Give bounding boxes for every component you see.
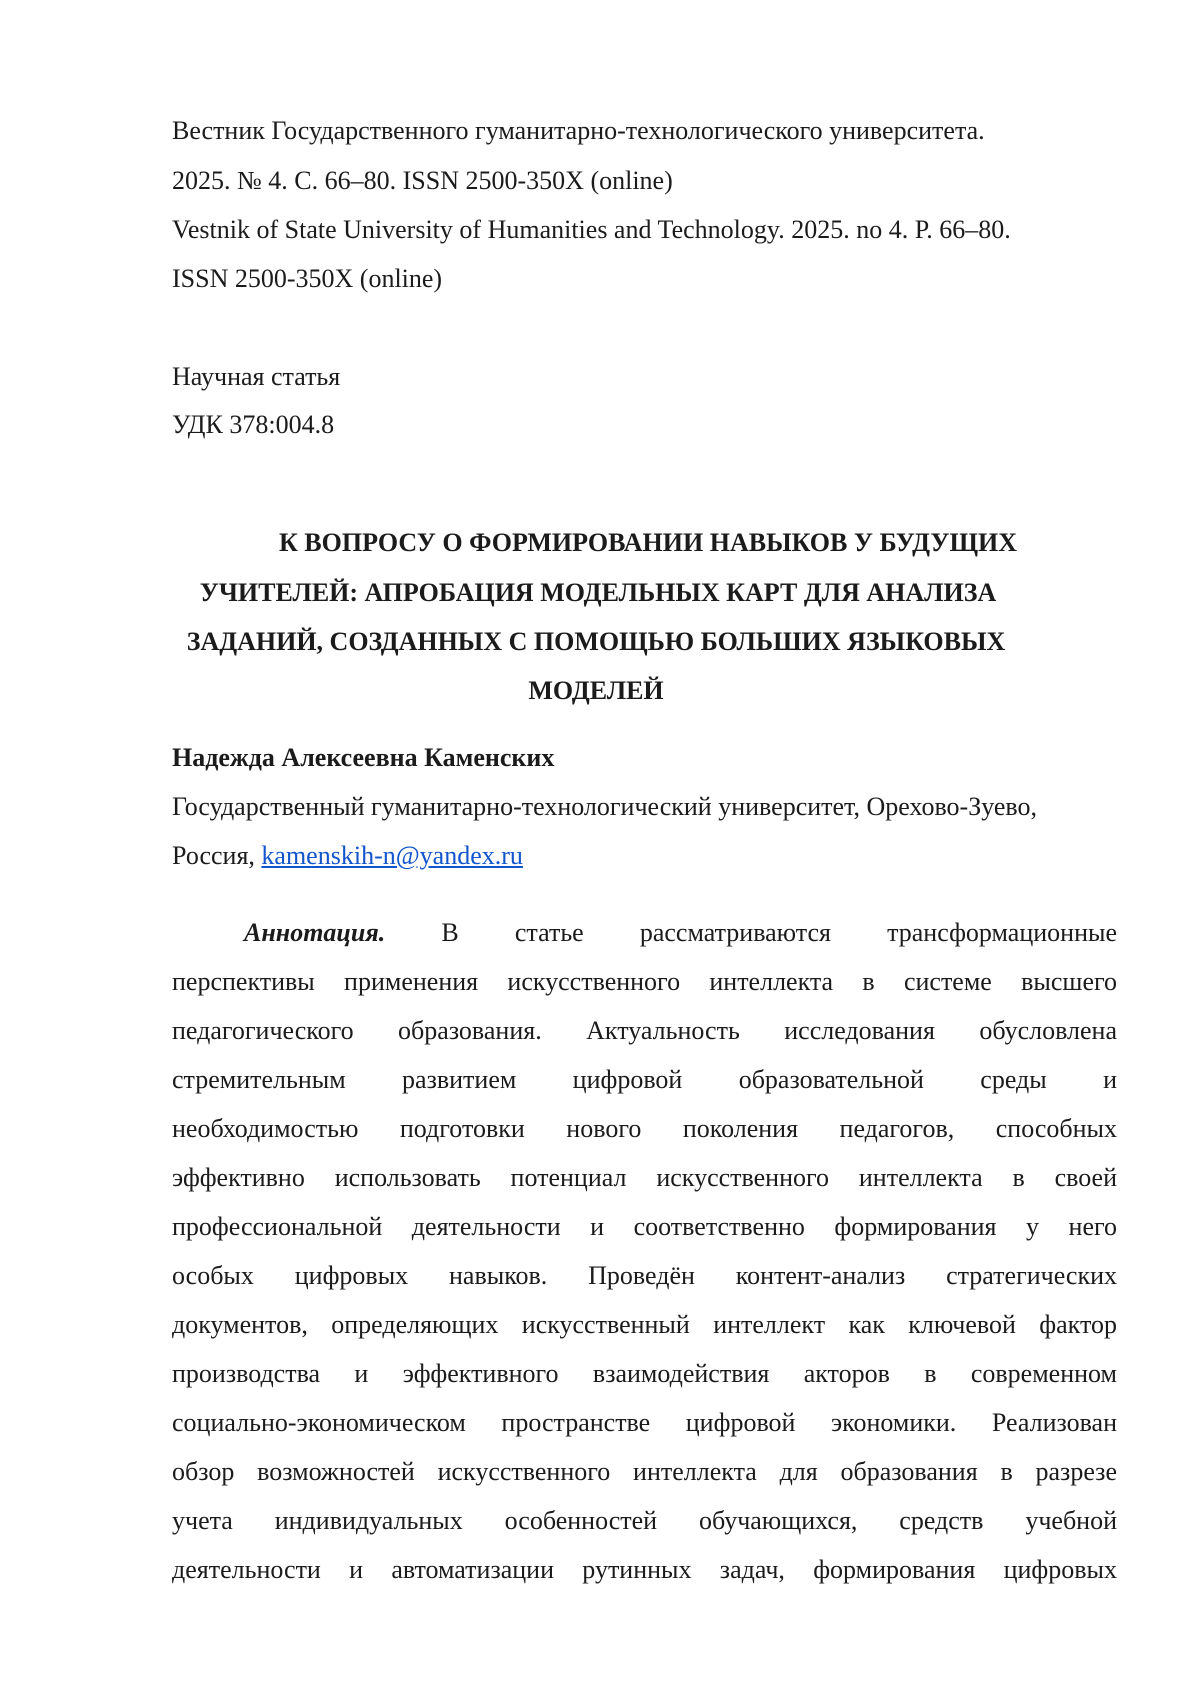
citation-en-line-1: Vestnik of State University of Humanities and Technology. 2025. no 4. P. 66–80. [172, 215, 1011, 244]
article-title-line-3: ЗАДАНИЙ, СОЗДАННЫХ С ПОМОЩЬЮ БОЛЬШИХ ЯЗЫКОВЫХ [186, 627, 1006, 656]
abstract-line-11: обзор возможностей искусственного интеллекта для образования в разрезе [172, 1457, 1117, 1486]
abstract-line-3: стремительным развитием цифровой образовательной среды и [172, 1065, 1117, 1094]
abstract-line-4: необходимостью подготовки нового поколения педагогов, способных [172, 1114, 1117, 1143]
abstract-line-10: социально-экономическом пространстве цифровой экономики. Реализован [172, 1408, 1117, 1437]
abstract-line-13: деятельности и автоматизации рутинных задач, формирования цифровых [172, 1555, 1117, 1584]
article-title-line-4: МОДЕЛЕЙ [528, 676, 664, 705]
abstract-line-0 [244, 918, 1117, 948]
abstract-line-1: перспективы применения искусственного интеллекта в системе высшего [172, 967, 1117, 996]
abstract-first-line-text: В статье рассматриваются трансформационные [385, 918, 1117, 947]
abstract-line-7: особых цифровых навыков. Проведён контент-анализ стратегических [172, 1261, 1117, 1290]
abstract-line-6: профессиональной деятельности и соответственно формирования у него [172, 1212, 1117, 1241]
citation-en-line-2: ISSN 2500-350X (online) [172, 264, 443, 293]
udc-code: УДК 378:004.8 [172, 410, 335, 439]
abstract-line-5: эффективно использовать потенциал искусственного интеллекта в своей [172, 1163, 1117, 1192]
article-type: Научная статья [172, 362, 341, 391]
abstract-line-2: педагогического образования. Актуальность исследования обусловлена [172, 1016, 1117, 1045]
abstract-label: Аннотация. [244, 918, 386, 947]
author-affiliation-line-2 [172, 841, 523, 871]
article-title-line-1: К ВОПРОСУ О ФОРМИРОВАНИИ НАВЫКОВ У БУДУЩИХ [278, 528, 1018, 557]
author-country: Россия, [172, 841, 262, 870]
author-affiliation-line-1: Государственный гуманитарно-технологический университет, Орехово-Зуево, [172, 792, 1038, 821]
abstract-line-12: учета индивидуальных особенностей обучающихся, средств учебной [172, 1506, 1117, 1535]
citation-ru-line-2: 2025. № 4. С. 66–80. ISSN 2500-350X (online) [172, 166, 673, 195]
author-email-link[interactable]: kamenskih-n@yandex.ru [261, 841, 523, 870]
citation-ru-line-1: Вестник Государственного гуманитарно-технологического университета. [172, 116, 985, 145]
abstract-line-8: документов, определяющих искусственный интеллект как ключевой фактор [172, 1310, 1117, 1339]
author-name: Надежда Алексеевна Каменских [172, 743, 555, 772]
article-title-line-2: УЧИТЕЛЕЙ: АПРОБАЦИЯ МОДЕЛЬНЫХ КАРТ ДЛЯ АНАЛИЗА [199, 578, 997, 607]
abstract-line-9: производства и эффективного взаимодействия акторов в современном [172, 1359, 1117, 1388]
